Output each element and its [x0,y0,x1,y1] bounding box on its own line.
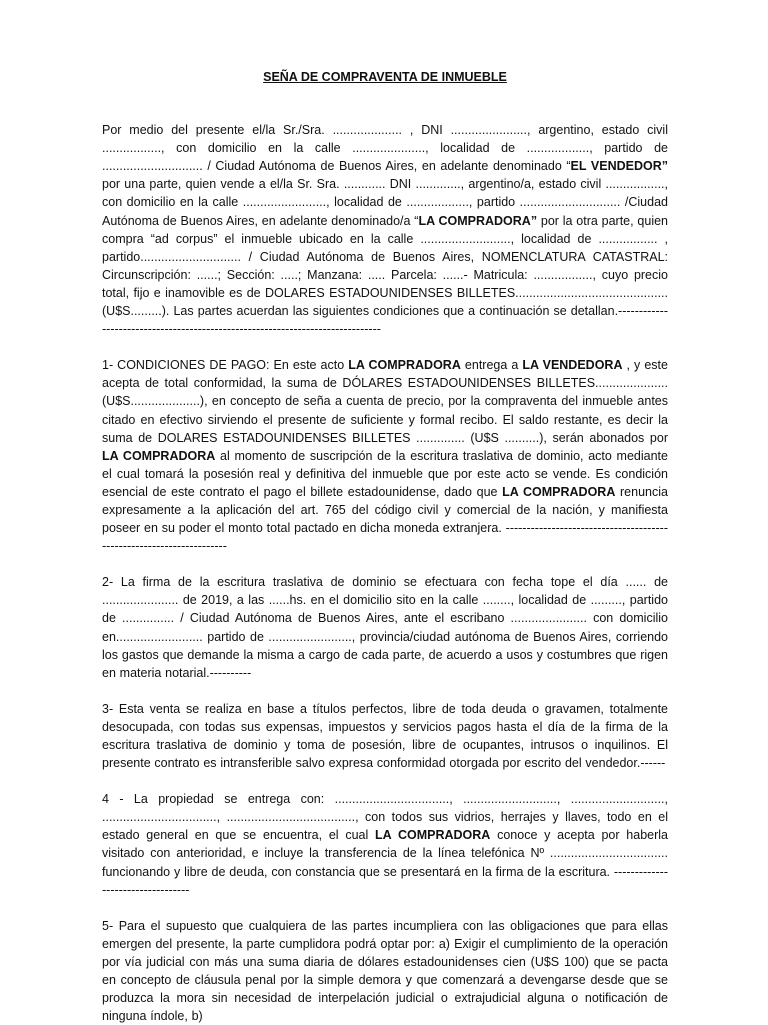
text-run: entrega a [460,358,523,373]
bold-text-run: LA COMPRADORA [502,484,616,499]
text-run: por una parte, quien vende a el/la Sr. Sra. ............ DNI ............., argentino/a, estado civil ................., con domicilio en la calle ........................, localidad de .................., partido ............................. /Ciudad Autónoma de Buenos Aires, en adelante denominado/a “ [102,177,668,228]
bold-text-run: LA COMPRADORA [348,358,461,373]
text-run: 4 - La propiedad se entrega con: ................................., ..........................., ..........................., ................................., ....................................., con todos sus vidrios, herrajes y llaves, todo en el estado general en que se encuentra, el cual [102,792,668,843]
paragraph-clause-5 [102,917,668,1025]
paragraph-clause-2 [102,573,668,682]
text-run: conoce y acepta por haberla visitado con anterioridad, e incluye la transferencia de la línea telefónica Nº .................................. funcionando y libre de deuda, con constancia que se presentará en la firma de la escritura. ---------------------------------- [102,828,669,897]
text-run: Por medio del presente el/la Sr./Sra. .................... , DNI ......................, argentino, estado civil ................., con domicilio en la calle ....................., localidad de .................., partido de ............................. / Ciudad Autónoma de Buenos Aires, en adelante denominado “ [102,123,668,174]
text-run: renuncia expresamente a la aplicación del art. 765 del código civil y comercial de la nación, y manifiesta poseer en su poder el monto total pactado en dicha moneda extranjera. --------------------------------------------------------------------- [102,484,668,554]
bold-text-run: LA VENDEDORA [522,358,623,373]
text-run: por la otra parte, quien compra “ad corpus” el inmueble ubicado en la calle .........................., localidad de ................. , partido............................. / Ciudad Autónoma de Buenos Aires, NOMENCLATURA CATASTRAL: Circunscripción: ......; Sección: .....; Manzana: ..... Parcela: ......- Matricula: ................., cuyo precio total, fijo e inamovible es de DOLARES ESTADOUNIDENSES BILLETES............................................ (U$S.........). Las partes acuerdan las siguientes condiciones que a continuación se detallan.------------------------------------------------------------------------------- [102,213,668,337]
bold-text-run: EL VENDEDOR” [570,159,668,174]
paragraph-clause-3 [102,700,668,772]
bold-text-run: LA COMPRADORA” [418,213,538,228]
text-run: 5- Para el supuesto que cualquiera de las partes incumpliera con las obligaciones que para ellas emergen del presente, la parte cumplidora podrá optar por: a) Exigir el cumplimiento de la operación por vía judicial con más una suma diaria de dólares estadounidenses cien (U$S 100) que se pacta en concepto de cláusula penal por la simple demora y que comenzará a devengarse desde que se produzca la mora sin necesidad de interpelación judicial o extrajudicial alguna o notificación de ninguna índole, b) [102,918,668,1024]
bold-text-run: LA COMPRADORA [102,448,216,463]
paragraph-clause-1 [102,356,668,555]
text-run: 3- Esta venta se realiza en base a títulos perfectos, libre de toda deuda o gravamen, totalmente desocupada, con todas sus expensas, impuestos y servicios pagos hasta el día de la firma de la escritura traslativa de dominio y toma de posesión, libre de ocupantes, intrusos o inquilinos. El presente contrato es intransferible salvo expresa conformidad otorgada por escrito del vendedor.------ [102,701,668,771]
paragraph-clause-4 [102,790,668,899]
text-run: 2- La firma de la escritura traslativa de dominio se efectuara con fecha tope el día ...... de ...................... de 2019, a las ......hs. en el domicilio sito en la calle ........, localidad de ........., partido de ............... / Ciudad Autónoma de Buenos Aires, ante el escribano ...................... con domicilio en......................... partido de ........................, provincia/ciudad autónoma de Buenos Aires, corriendo los gastos que demande la misma a cargo de cada parte, de acuerdo a usos y costumbres que rigen en materia notarial.---------- [102,575,668,680]
document-title: SEÑA DE COMPRAVENTA DE INMUEBLE [263,70,507,84]
paragraph-intro [102,121,668,338]
text-run: 1- CONDICIONES DE PAGO: En este acto [102,358,349,373]
text-run: , y este acepta de total conformidad, la suma de DÓLARES ESTADOUNIDENSES BILLETES..................... (U$S....................), en concepto de seña a cuenta de precio, por la compraventa del inmueble antes citado en efectivo sirviendo el presente de suficiente y formal recibo. El saldo restante, es decir la suma de DOLARES ESTADOUNIDENSES BILLETES .............. (U$S ..........), serán abonados por [102,358,668,445]
bold-text-run: LA COMPRADORA [375,828,491,843]
text-run: al momento de suscripción de la escritura traslativa de dominio, acto mediante el cual tomará la posesión real y definitiva del inmueble que por este acto se vende. Es condición esencial de este contrato el pago el billete estadounidense, dado que [102,448,668,499]
